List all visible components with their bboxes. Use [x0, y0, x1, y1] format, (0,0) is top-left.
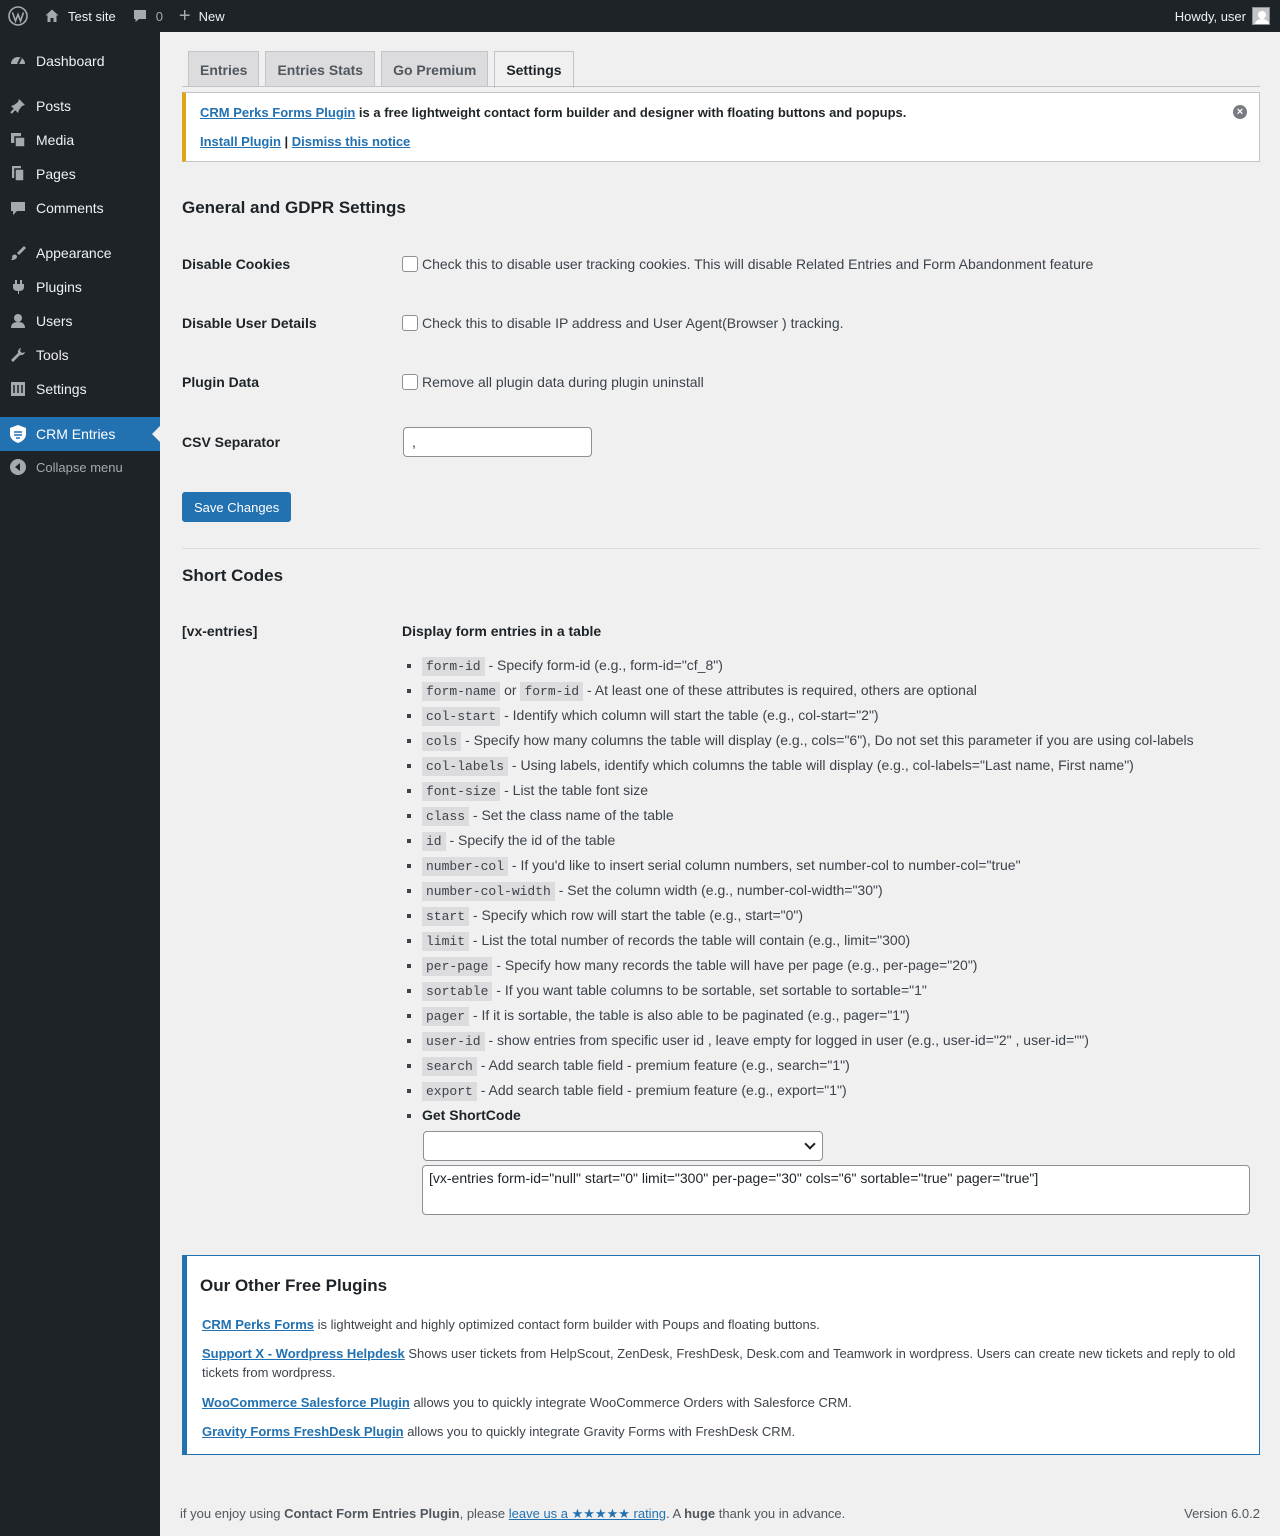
- footer-plugin-name: Contact Form Entries Plugin: [284, 1506, 460, 1521]
- comments-link[interactable]: [124, 0, 171, 32]
- tab-entries[interactable]: Entries: [188, 51, 259, 87]
- list-item: [422, 1103, 1260, 1128]
- list-item: [422, 853, 1260, 878]
- plugin-data-description: Remove all plugin data during plugin uninstall: [422, 374, 704, 390]
- list-item: [422, 978, 1260, 1003]
- attr-description: - Set the class name of the table: [469, 807, 674, 823]
- list-item: [422, 703, 1260, 728]
- footer-text: if you enjoy using: [180, 1506, 285, 1521]
- attr-description: - Add search table field - premium feature (e.g., export="1"): [476, 1082, 847, 1098]
- admin-sidebar: [0, 32, 160, 1536]
- list-item: [202, 1315, 1247, 1334]
- attr-code: col-labels: [422, 757, 508, 776]
- site-name: Test site: [68, 8, 116, 24]
- csv-separator-input[interactable]: ,: [403, 427, 592, 457]
- attr-code: font-size: [422, 782, 500, 801]
- sidebar-item-users[interactable]: [0, 304, 160, 338]
- list-item: [422, 903, 1260, 928]
- attr-description: - show entries from specific user id , leave empty for logged in user (e.g., user-id="2" , user-id=""): [484, 1032, 1089, 1048]
- attr-description: - List the table font size: [500, 782, 649, 798]
- plugin-description: is lightweight and highly optimized contact form builder with Poups and floating buttons.: [313, 1317, 820, 1332]
- footer-emphasis: huge: [684, 1506, 716, 1521]
- tab-entries-stats[interactable]: Entries Stats: [265, 51, 375, 87]
- my-account-link[interactable]: [1167, 0, 1280, 32]
- media-icon: [0, 131, 36, 149]
- sidebar-item-posts[interactable]: [0, 89, 160, 123]
- crm-icon: [0, 424, 36, 444]
- disable-user-details-label: Disable User Details: [182, 315, 317, 331]
- list-item: [422, 1003, 1260, 1028]
- sidebar-item-dashboard[interactable]: [0, 44, 160, 78]
- sidebar-item-tools[interactable]: [0, 338, 160, 372]
- disable-user-details-row: [182, 308, 1260, 338]
- list-item: [422, 753, 1260, 778]
- tabs-divider: [182, 86, 1260, 87]
- disable-user-details-checkbox[interactable]: [402, 315, 418, 331]
- notice-separator: |: [284, 134, 289, 149]
- plugin-data-checkbox[interactable]: [402, 374, 418, 390]
- other-plugins-title: Our Other Free Plugins: [200, 1276, 388, 1295]
- plugin-description: Shows user tickets from HelpScout, ZenDesk, FreshDesk, Desk.com and Teamwork in wordpress. Users can create new tickets and reply to old tickets from wordpress.: [202, 1346, 1236, 1380]
- plugin-description: allows you to quickly integrate Gravity Forms with FreshDesk CRM.: [403, 1424, 796, 1439]
- list-item: [422, 728, 1260, 753]
- plus-icon: +: [178, 5, 191, 27]
- attr-code: sortable: [422, 982, 492, 1001]
- sidebar-item-label: Media: [36, 132, 75, 148]
- wordpress-logo-icon[interactable]: [0, 0, 36, 32]
- form-select-dropdown[interactable]: [423, 1131, 823, 1161]
- new-label: New: [198, 8, 225, 24]
- list-item: [422, 1028, 1260, 1053]
- list-item: [422, 778, 1260, 803]
- section-divider: [182, 548, 1260, 549]
- attr-code: number-col-width: [422, 882, 555, 901]
- list-item: [202, 1422, 1247, 1441]
- attr-code: form-id: [520, 682, 583, 701]
- sidebar-item-label: Settings: [36, 381, 87, 397]
- attr-description: - Specify the id of the table: [445, 832, 616, 848]
- disable-cookies-label: Disable Cookies: [182, 256, 291, 272]
- attr-description: - Using labels, identify which columns the table will display (e.g., col-labels="Last name, First name"): [508, 757, 1134, 773]
- plugin-data-label: Plugin Data: [182, 374, 260, 390]
- attr-description: - Specify which row will start the table (e.g., start="0"): [469, 907, 804, 923]
- comment-bubble-icon: [132, 8, 148, 24]
- greeting: Howdy, user: [1174, 8, 1246, 24]
- avatar: [1252, 7, 1270, 25]
- footer-text: . A: [666, 1506, 685, 1521]
- sidebar-item-plugins[interactable]: [0, 270, 160, 304]
- csv-separator-label: CSV Separator: [182, 434, 281, 450]
- sidebar-item-crm-entries[interactable]: [0, 417, 160, 451]
- plugin-description: allows you to quickly integrate WooCommerce Orders with Salesforce CRM.: [409, 1395, 852, 1410]
- attr-description: - Specify how many records the table will have per page (e.g., per-page="20"): [492, 957, 978, 973]
- attr-code: id: [422, 832, 446, 851]
- attr-description: - List the total number of records the table will contain (e.g., limit="300): [469, 932, 911, 948]
- attr-code: search: [422, 1057, 477, 1076]
- attr-description: - If you'd like to insert serial column numbers, set number-col to number-col="true": [508, 857, 1021, 873]
- attr-description: - Set the column width (e.g., number-col-width="30"): [554, 882, 883, 898]
- sidebar-item-label: CRM Entries: [36, 426, 116, 442]
- attr-code: limit: [422, 932, 469, 951]
- notice-plugin-link[interactable]: CRM Perks Forms Plugin: [200, 105, 356, 120]
- general-settings-title: General and GDPR Settings: [182, 198, 406, 217]
- footer-thankyou: [180, 1506, 845, 1522]
- sidebar-item-settings[interactable]: [0, 372, 160, 406]
- sidebar-item-comments[interactable]: [0, 191, 160, 225]
- sidebar-item-label: Tools: [36, 347, 69, 363]
- list-item: [202, 1393, 1247, 1412]
- nav-tabs: [188, 51, 574, 88]
- list-item: [422, 878, 1260, 903]
- comments-icon: [0, 199, 36, 217]
- attr-code: per-page: [422, 957, 492, 976]
- pages-icon: [0, 165, 36, 183]
- attr-or: or: [500, 682, 521, 698]
- disable-user-details-description: Check this to disable IP address and User Agent(Browser ) tracking.: [422, 315, 844, 331]
- attr-code: start: [422, 907, 469, 926]
- attr-description: - At least one of these attributes is required, others are optional: [583, 682, 977, 698]
- list-item: [422, 1053, 1260, 1078]
- sidebar-item-label: Dashboard: [36, 53, 105, 69]
- sidebar-item-label: Comments: [36, 200, 104, 216]
- sidebar-item-label: Collapse menu: [36, 459, 123, 475]
- collapse-icon: [0, 458, 36, 476]
- version-text: Version 6.0.2: [1184, 1506, 1260, 1521]
- attr-code: col-start: [422, 707, 500, 726]
- sidebar-item-pages[interactable]: [0, 157, 160, 191]
- user-icon: [0, 312, 36, 330]
- plugin-link-gravity-freshdesk[interactable]: Gravity Forms FreshDesk Plugin: [202, 1424, 404, 1439]
- plugin-link-support-x[interactable]: Support X - Wordpress Helpdesk: [202, 1346, 405, 1361]
- plugin-notice: [182, 92, 1260, 162]
- attr-code: export: [422, 1082, 477, 1101]
- tab-settings[interactable]: Settings: [494, 51, 573, 88]
- plugin-link-woocommerce-salesforce[interactable]: WooCommerce Salesforce Plugin: [202, 1395, 410, 1410]
- notice-actions: [200, 134, 410, 149]
- save-changes-button[interactable]: Save Changes: [182, 492, 291, 522]
- short-codes-title: Short Codes: [182, 566, 284, 585]
- sidebar-item-media[interactable]: [0, 123, 160, 157]
- close-icon[interactable]: ×: [1233, 105, 1247, 119]
- site-name-link[interactable]: [36, 0, 124, 32]
- disable-cookies-checkbox[interactable]: [402, 256, 418, 272]
- attr-code: form-id: [422, 657, 485, 676]
- sidebar-item-appearance[interactable]: [0, 236, 160, 270]
- attr-code: cols: [422, 732, 461, 751]
- list-item: [422, 803, 1260, 828]
- wrench-icon: [0, 346, 36, 364]
- plugin-icon: [0, 278, 36, 296]
- footer-text: thank you in advance.: [715, 1506, 846, 1521]
- rating-link[interactable]: leave us a ★★★★★ rating: [508, 1506, 667, 1521]
- settings-icon: [0, 380, 36, 398]
- shortcode-attributes-list: [422, 653, 1260, 1128]
- other-plugins-box: [182, 1255, 1260, 1455]
- attr-description: - If it is sortable, the table is also able to be paginated (e.g., pager="1"): [469, 1007, 910, 1023]
- list-item: [422, 678, 1260, 703]
- pin-icon: [0, 97, 36, 115]
- footer-text: , please: [459, 1506, 509, 1521]
- attr-code: class: [422, 807, 469, 826]
- dismiss-notice-link[interactable]: Dismiss this notice: [291, 134, 411, 149]
- admin-bar: [0, 0, 1280, 32]
- attr-description: - If you want table columns to be sortable, set sortable to sortable="1": [492, 982, 927, 998]
- list-item: [422, 653, 1260, 678]
- admin-footer: [180, 1506, 1260, 1522]
- sidebar-item-label: Appearance: [36, 245, 112, 261]
- list-item: [422, 928, 1260, 953]
- list-item: [422, 1078, 1260, 1103]
- collapse-menu-button[interactable]: [0, 450, 160, 484]
- install-plugin-link[interactable]: Install Plugin: [200, 134, 281, 149]
- attr-code: user-id: [422, 1032, 485, 1051]
- notice-message: [200, 105, 906, 120]
- plugin-data-row: [182, 367, 1260, 397]
- sidebar-item-label: Posts: [36, 98, 72, 114]
- tab-go-premium[interactable]: Go Premium: [381, 51, 488, 87]
- dashboard-icon: [0, 52, 36, 70]
- chevron-down-icon: [804, 1138, 815, 1149]
- list-item: [422, 953, 1260, 978]
- plugin-link-crm-perks-forms[interactable]: CRM Perks Forms: [202, 1317, 314, 1332]
- sidebar-item-label: Pages: [36, 166, 76, 182]
- attr-code: form-name: [422, 682, 500, 701]
- comments-count: 0: [155, 8, 163, 24]
- attr-description: - Add search table field - premium feature (e.g., search="1"): [476, 1057, 850, 1073]
- attr-code: number-col: [422, 857, 508, 876]
- list-item: [422, 828, 1260, 853]
- generated-shortcode-textarea[interactable]: [vx-entries form-id="null" start="0" limit="300" per-page="30" cols="6" sortable="true" pager="true"]: [422, 1165, 1250, 1215]
- attr-description: - Specify how many columns the table will display (e.g., cols="6"), Do not set this parameter if you are using col-labels: [461, 732, 1194, 748]
- attr-description: - Specify form-id (e.g., form-id="cf_8"): [484, 657, 723, 673]
- list-item: [202, 1344, 1247, 1382]
- csv-separator-row: [182, 427, 1260, 457]
- get-shortcode-label: Get ShortCode: [422, 1107, 521, 1123]
- sidebar-item-label: Users: [36, 313, 73, 329]
- sidebar-item-label: Plugins: [36, 279, 82, 295]
- shortcode-tag: [vx-entries]: [182, 623, 258, 639]
- attr-code: pager: [422, 1007, 469, 1026]
- disable-cookies-row: [182, 249, 1260, 279]
- brush-icon: [0, 244, 36, 262]
- disable-cookies-description: Check this to disable user tracking cookies. This will disable Related Entries and Form Abandonment feature: [422, 256, 1094, 272]
- shortcode-heading: Display form entries in a table: [402, 623, 602, 639]
- attr-description: - Identify which column will start the table (e.g., col-start="2"): [500, 707, 879, 723]
- notice-text: is a free lightweight contact form builder and designer with floating buttons and popups.: [355, 105, 907, 120]
- home-icon: [44, 8, 60, 24]
- new-content-link[interactable]: [171, 0, 233, 32]
